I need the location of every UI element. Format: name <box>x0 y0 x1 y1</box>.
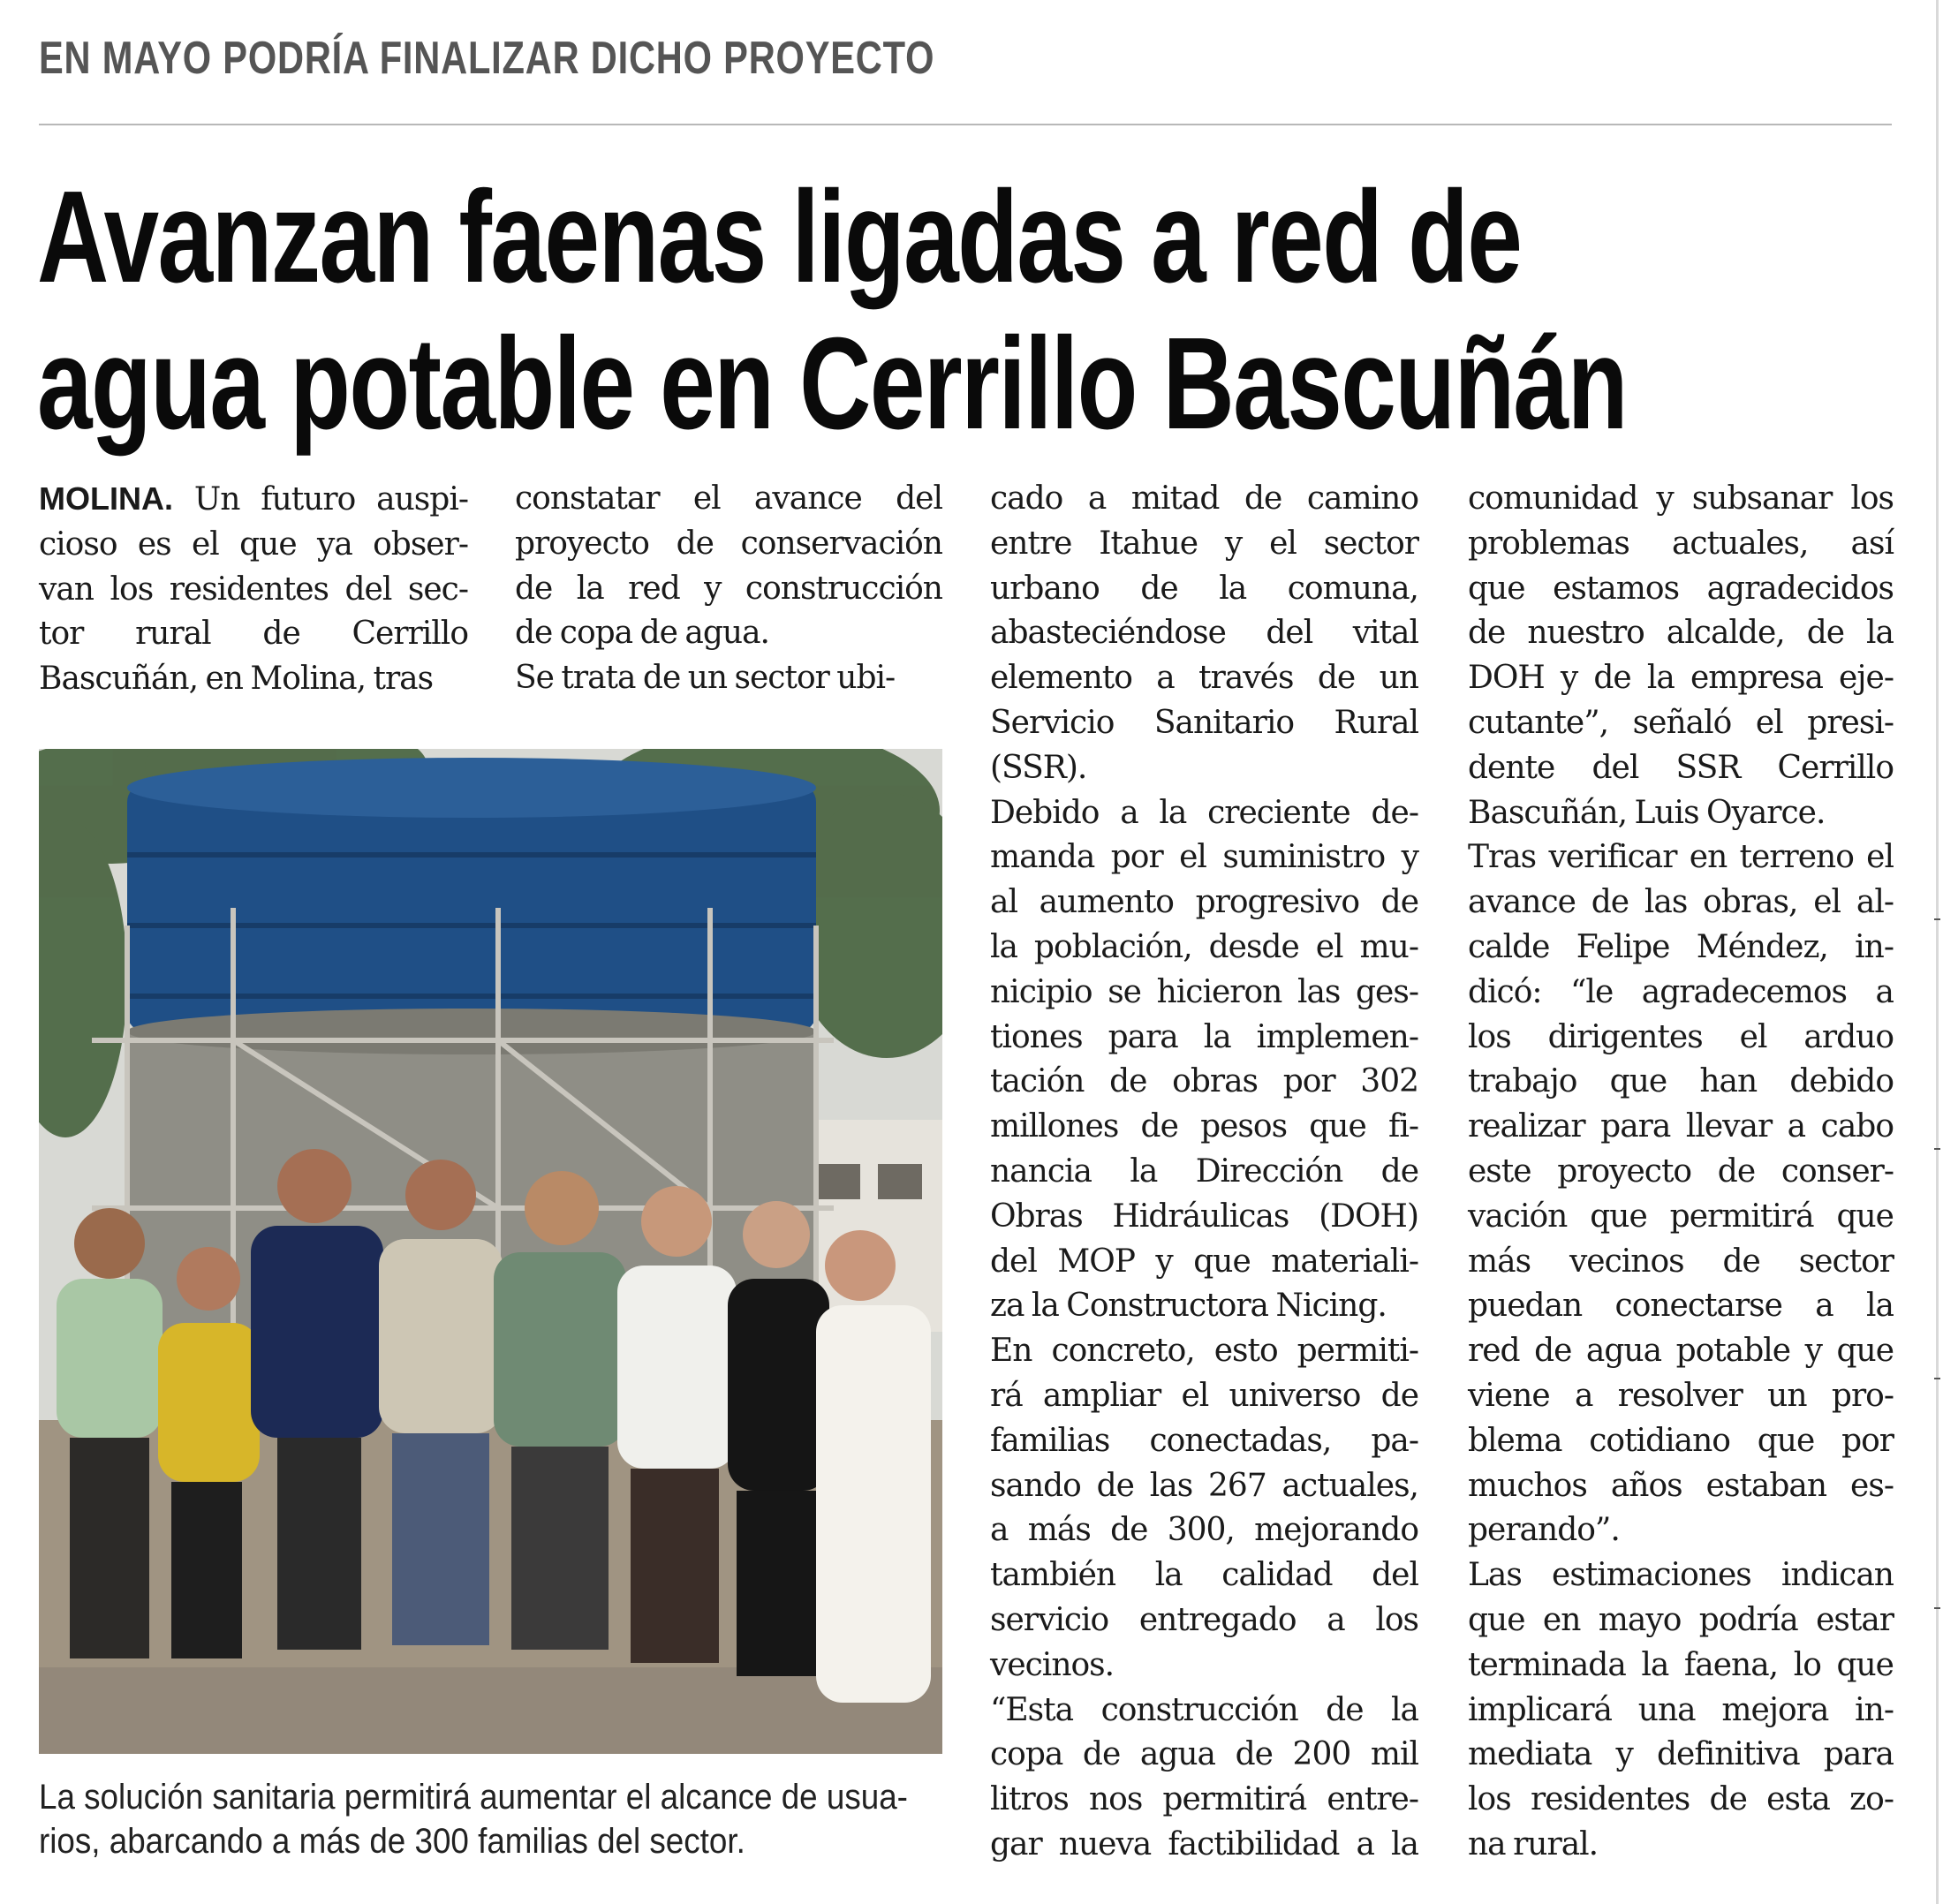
text-line: Bascuñán, Luis Oyarce. <box>1468 794 1826 831</box>
text-line: abasteciéndose del vital <box>990 615 1418 652</box>
text-line: “Esta construcción de la <box>990 1691 1418 1728</box>
text-line: urbano de la comuna, <box>990 570 1418 607</box>
caption-line: rios, abarcando a más de 300 familias del sector. <box>39 1822 745 1861</box>
text-line: za la Constructora Nicing. <box>990 1288 1387 1325</box>
text-line: vecinos. <box>990 1646 1115 1683</box>
article-headline <box>37 164 1627 457</box>
article-photo <box>39 749 942 1754</box>
text-line: mediata y definitiva para <box>1468 1736 1894 1773</box>
headline-line: Avanzan faenas ligadas a red de <box>37 164 1522 310</box>
text-line: rá ampliar el universo de <box>990 1377 1418 1414</box>
text-line: nancia la Dirección de <box>990 1152 1418 1190</box>
text-line: blema cotidiano que por <box>1468 1422 1894 1459</box>
text-line: este proyecto de conser- <box>1468 1152 1894 1190</box>
text-line: terminada la faena, lo que <box>1468 1646 1894 1683</box>
edge-mark <box>1934 1607 1940 1609</box>
text-line: Bascuñán, en Molina, tras <box>39 661 434 698</box>
article-column-4 <box>1468 477 1894 1868</box>
page-edge <box>1936 0 1939 1904</box>
text-line: que estamos agradecidos <box>1468 570 1894 607</box>
text-line: tor rural de Cerrillo <box>39 616 468 653</box>
text-line: viene a resolver un pro- <box>1468 1377 1894 1414</box>
text-line: de nuestro alcalde, de la <box>1468 615 1894 652</box>
text-line: de la red y construcción <box>515 570 942 607</box>
text-line: al aumento progresivo de <box>990 884 1418 921</box>
text-line: los residentes de esta zo- <box>1468 1781 1894 1818</box>
text-line: servicio entregado a los <box>990 1601 1418 1638</box>
text-line: trabajo que han debido <box>1468 1063 1894 1100</box>
text-line: (SSR). <box>990 749 1087 786</box>
text-line: avance de las obras, el al- <box>1468 884 1894 921</box>
text-line: Obras Hidráulicas (DOH) <box>990 1198 1418 1235</box>
text-line: En concreto, esto permiti- <box>990 1333 1418 1370</box>
text-line: na rural. <box>1468 1825 1599 1862</box>
text-line: gar nueva factibilidad a la <box>990 1825 1418 1862</box>
article-kicker: EN MAYO PODRÍA FINALIZAR DICHO PROYECTO <box>39 33 935 84</box>
text-line: manda por el suministro y <box>990 839 1418 876</box>
text-line: litros nos permitirá entre- <box>990 1781 1418 1818</box>
text-line: cutante”, señaló el presi- <box>1468 704 1894 741</box>
text-line: también la calidad del <box>990 1557 1418 1594</box>
text-line: tación de obras por 302 <box>990 1063 1418 1100</box>
headline-line: agua potable en Cerrillo Bascuñán <box>37 311 1627 457</box>
text-line: sando de las 267 actuales, <box>990 1467 1418 1504</box>
text-line: proyecto de conservación <box>515 525 942 562</box>
article-column-2 <box>515 477 942 701</box>
text-line: van los residentes del sec- <box>39 570 468 608</box>
text-line: puedan conectarse a la <box>1468 1288 1894 1325</box>
text-line: Las estimaciones indican <box>1468 1557 1894 1594</box>
text-line: realizar para llevar a cabo <box>1468 1108 1894 1145</box>
edge-mark <box>1934 918 1940 920</box>
text-line: copa de agua de 200 mil <box>990 1736 1418 1773</box>
caption-line: La solución sanitaria permitirá aumentar el alcance de usua- <box>39 1778 908 1817</box>
text-line: elemento a través de un <box>990 660 1418 697</box>
text-line: perando”. <box>1468 1512 1620 1549</box>
article-dateline: MOLINA. <box>39 480 173 517</box>
text-fragment: Un futuro auspi- <box>172 481 468 518</box>
divider-rule <box>39 124 1892 125</box>
text-line: de copa de agua. <box>515 615 769 652</box>
text-line: constatar el avance del <box>515 480 942 517</box>
edge-mark <box>1934 1378 1940 1379</box>
text-line <box>39 477 468 523</box>
text-line: cado a mitad de camino <box>990 480 1418 517</box>
text-line: Debido a la creciente de- <box>990 794 1418 831</box>
edge-mark <box>1934 1148 1940 1150</box>
text-line: problemas actuales, así <box>1468 525 1894 562</box>
text-line: vación que permitirá que <box>1468 1198 1894 1235</box>
text-line: los dirigentes el arduo <box>1468 1018 1894 1055</box>
text-line: Servicio Sanitario Rural <box>990 704 1418 741</box>
photo-caption <box>39 1775 908 1863</box>
text-line: DOH y de la empresa eje- <box>1468 660 1894 697</box>
article-column-1 <box>39 477 468 702</box>
text-line: implicará una mejora in- <box>1468 1691 1894 1728</box>
text-line: muchos años estaban es- <box>1468 1467 1894 1504</box>
text-line: dente del SSR Cerrillo <box>1468 749 1894 786</box>
text-line: Se trata de un sector ubi- <box>515 660 896 697</box>
text-line: que en mayo podría estar <box>1468 1601 1894 1638</box>
text-line: comunidad y subsanar los <box>1468 480 1894 517</box>
text-line: Tras verificar en terreno el <box>1468 839 1894 876</box>
text-line: millones de pesos que fi- <box>990 1108 1418 1145</box>
text-line: calde Felipe Méndez, in- <box>1468 928 1894 965</box>
text-line: nicipio se hicieron las ges- <box>990 973 1418 1010</box>
text-line: tiones para la implemen- <box>990 1018 1418 1055</box>
text-line: a más de 300, mejorando <box>990 1512 1418 1549</box>
article-column-3 <box>990 477 1418 1868</box>
text-line: dicó: “le agradecemos a <box>1468 973 1894 1010</box>
text-line: cioso es el que ya obser- <box>39 525 468 563</box>
text-line: la población, desde el mu- <box>990 928 1418 965</box>
text-line: red de agua potable y que <box>1468 1333 1894 1370</box>
text-line: del MOP y que materiali- <box>990 1243 1418 1280</box>
text-line: familias conectadas, pa- <box>990 1422 1418 1459</box>
text-line: entre Itahue y el sector <box>990 525 1418 562</box>
text-line: más vecinos de sector <box>1468 1243 1894 1280</box>
